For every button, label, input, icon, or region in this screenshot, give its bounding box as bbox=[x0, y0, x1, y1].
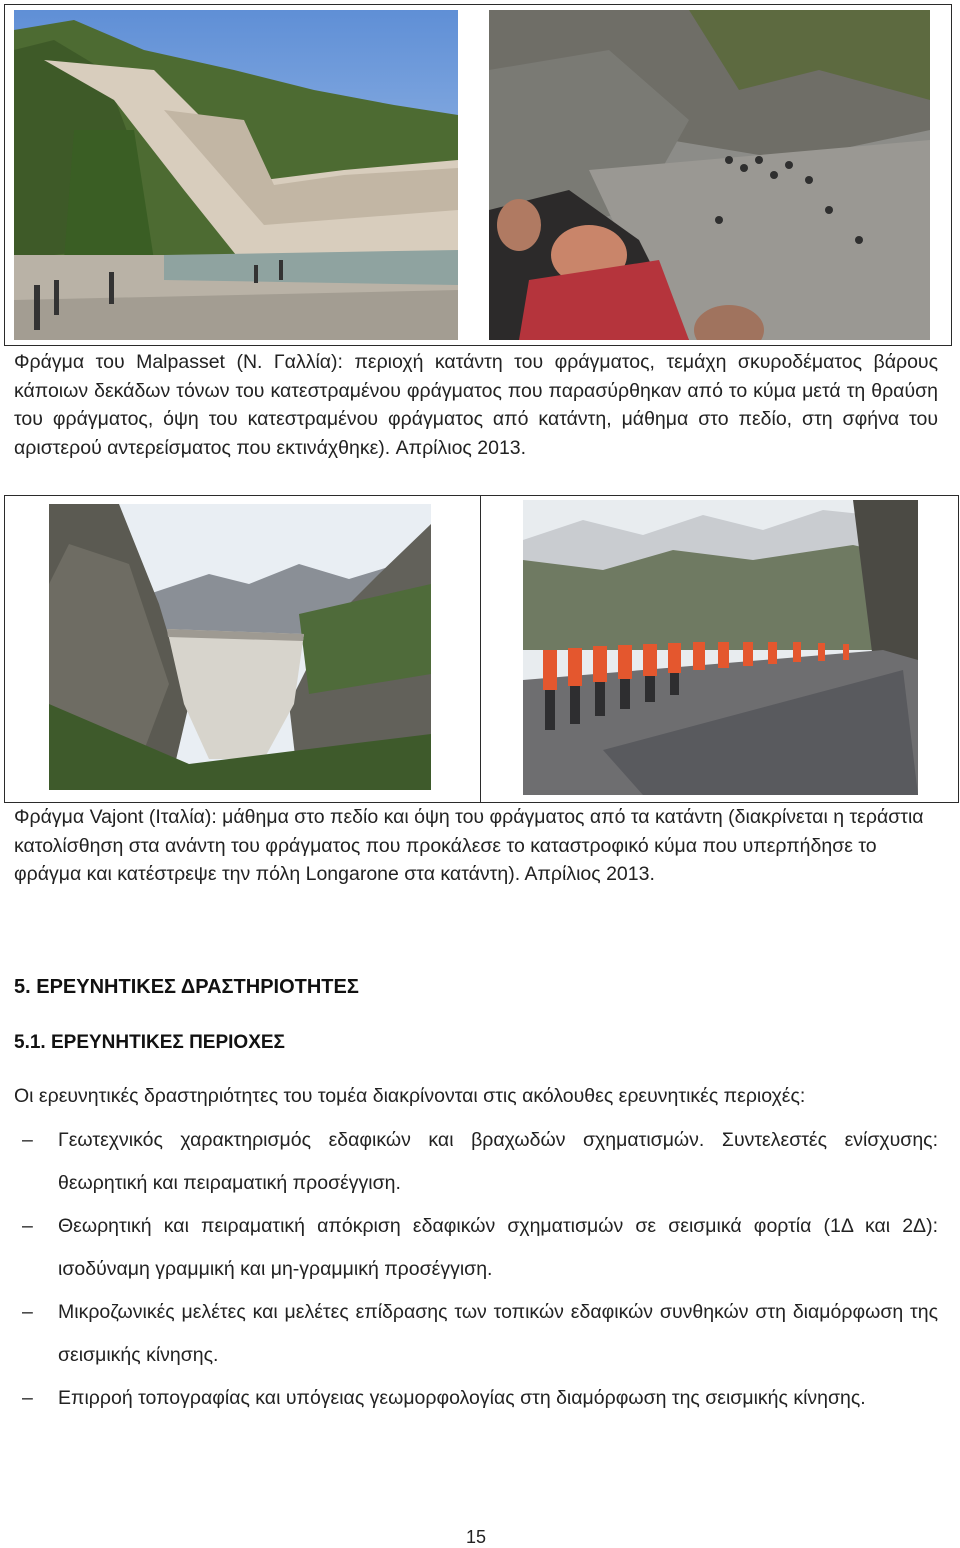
photo-students-on-rocks bbox=[489, 10, 930, 340]
intro-paragraph: Οι ερευνητικές δραστηριότητες του τομέα διακρίνονται στις ακόλουθες ερευνητικές περιοχές: bbox=[14, 1085, 806, 1107]
page-number: 15 bbox=[465, 1527, 487, 1547]
section-title: 5. ΕΡΕΥΝΗΤΙΚΕΣ ΔΡΑΣΤΗΡΙΟΤΗΤΕΣ bbox=[14, 976, 359, 998]
bullet-dash: – bbox=[22, 1387, 33, 1409]
list-item bbox=[14, 1377, 938, 1420]
figure-1-caption: Φράγμα του Malpasset (Ν. Γαλλία): περιοχή κατάντη του φράγματος, τεμάχη σκυροδέματος βάρους κάποιων δεκάδων τόνων του κατεστραμένου φράγματος που παρασύρθηκαν από το κύμα μετά τη θραύση του φράγματος, όψη του κατεστραμένου φράγματος από κατάντη, μάθημα στο πεδίο, στη σφήνα του αριστερού αντερείσματος που εκτινάχθηκε). Απρίλιος 2013. bbox=[14, 351, 938, 459]
list-item-text: Θεωρητική και πειραματική απόκριση εδαφικών σχηματισμών σε σεισμικά φορτία (1Δ και 2Δ): ισοδύναμη γραμμική και μη-γραμμική προσέγγιση. bbox=[58, 1215, 938, 1280]
list-item bbox=[14, 1119, 938, 1205]
photo-malpasset-ruins bbox=[14, 10, 458, 340]
figure-2-divider bbox=[480, 495, 481, 803]
list-item-text: Γεωτεχνικός χαρακτηρισμός εδαφικών και βραχωδών σχηματισμών. Συντελεστές ενίσχυσης: θεωρητική και πειραματική προσέγγιση. bbox=[58, 1129, 938, 1194]
list-item-text: Μικροζωνικές μελέτες και μελέτες επίδρασης των τοπικών εδαφικών συνθηκών στη διαμόρφωση της σεισμικής κίνησης. bbox=[58, 1301, 938, 1366]
list-item bbox=[14, 1291, 938, 1377]
subsection-title: 5.1. ΕΡΕΥΝΗΤΙΚΕΣ ΠΕΡΙΟΧΕΣ bbox=[14, 1032, 285, 1053]
photo-group-orange-vests bbox=[523, 500, 918, 795]
bullet-dash: – bbox=[22, 1129, 33, 1151]
list-item bbox=[14, 1205, 938, 1291]
photo-vajont-dam bbox=[49, 504, 431, 790]
figure-2-caption: Φράγμα Vajont (Ιταλία): μάθημα στο πεδίο και όψη του φράγματος από τα κατάντη (διακρίνεται η τεράστια κατολίσθηση στα ανάντη του φράγματος που προκάλεσε το καταστροφικό κύμα που υπερπήδησε το φράγμα και κατέστρεψε την πόλη Longarone στα κατάντη). Απρίλιος 2013. bbox=[14, 806, 924, 885]
bullet-dash: – bbox=[22, 1215, 33, 1237]
bullet-dash: – bbox=[22, 1301, 33, 1323]
list-item-text: Επιρροή τοπογραφίας και υπόγειας γεωμορφολογίας στη διαμόρφωση της σεισμικής κίνησης. bbox=[58, 1387, 866, 1409]
